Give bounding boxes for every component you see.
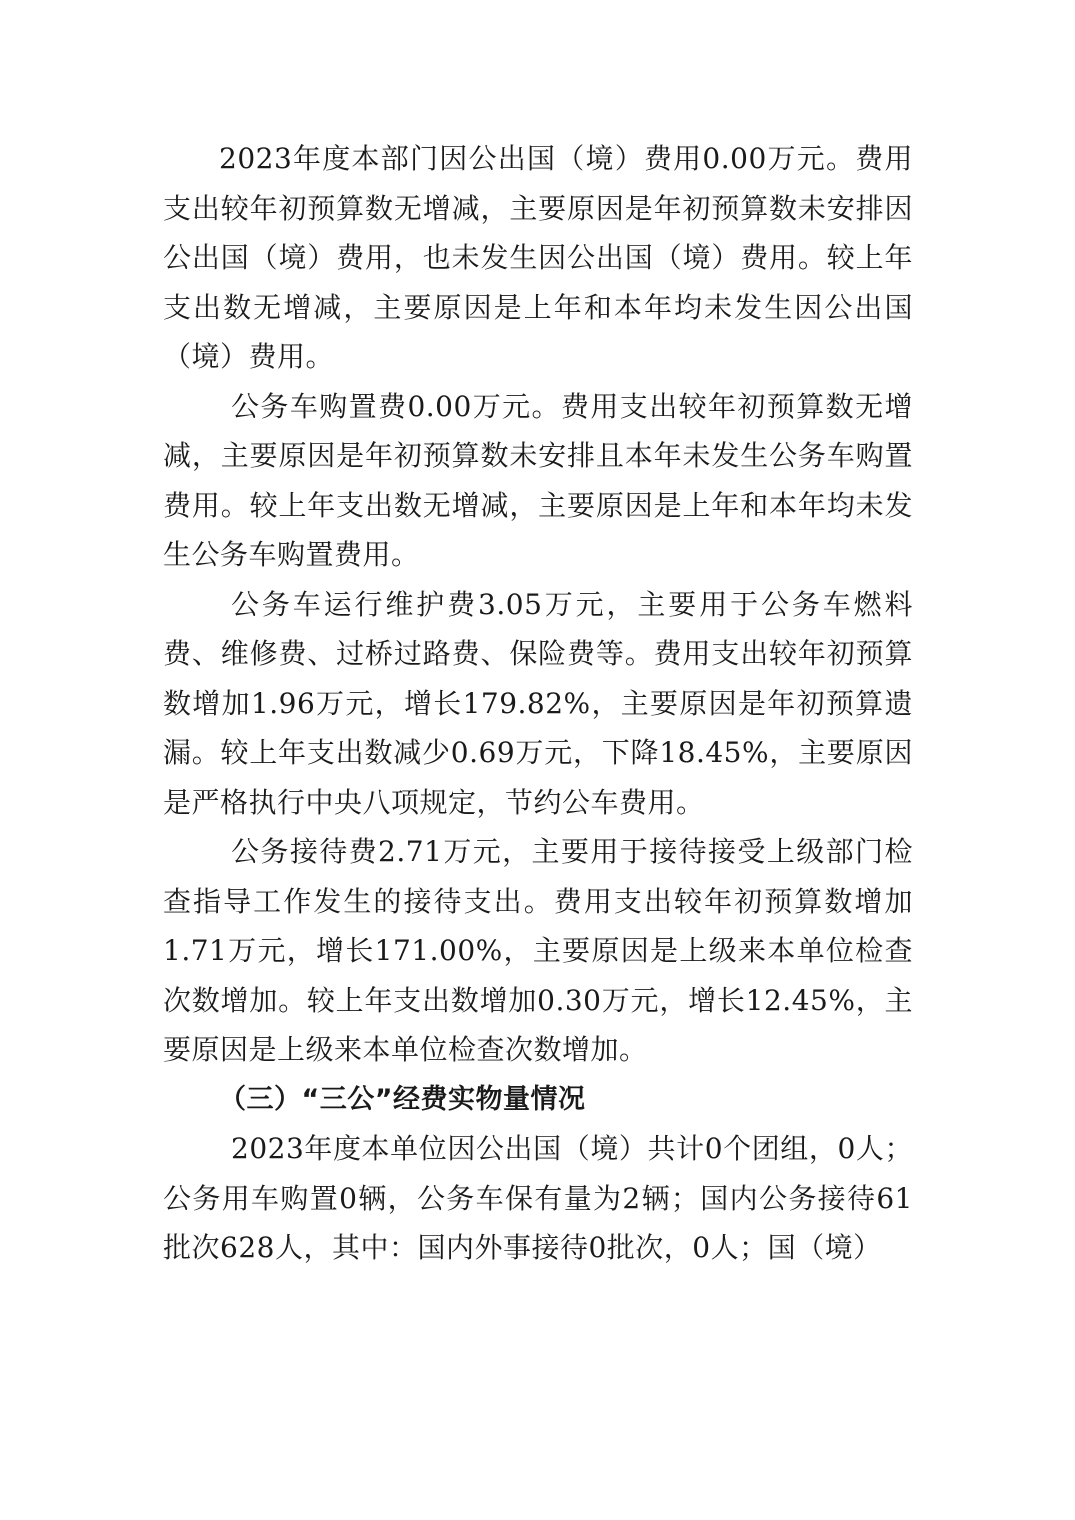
section-heading: （三）“三公”经费实物量情况 [219, 1083, 586, 1115]
paragraph-physical-quantity: 2023年度本单位因公出国（境）共计0个团组，0人；公务用车购置0辆，公务车保有量为2辆；国内公务接待61批次628人，其中：国内外事接待0批次，0人；国（境） [163, 1132, 913, 1264]
paragraph-vehicle-purchase-expense: 公务车购置费0.00万元。费用支出较年初预算数无增减，主要原因是年初预算数未安排且本年未发生公务车购置费用。较上年支出数无增减，主要原因是上年和本年均未发生公务车购置费用。 [163, 389, 913, 571]
paragraph-overseas-travel-expense: 2023年度本部门因公出国（境）费用0.00万元。费用支出较年初预算数无增减，主要原因是年初预算数未安排因公出国（境）费用，也未发生因公出国（境）费用。较上年支出数无增减，主要原因是上年和本年均未发生因公出国（境）费用。 [163, 142, 913, 373]
paragraph-vehicle-maintenance-expense: 公务车运行维护费3.05万元，主要用于公务车燃料费、维修费、过桥过路费、保险费等。费用支出较年初预算数增加1.96万元，增长179.82%，主要原因是年初预算遗漏。较上年支出数减少0.69万元，下降18.45%，主要原因是严格执行中央八项规定，节约公车费用。 [163, 587, 913, 819]
document-page [163, 134, 913, 1273]
paragraph-official-reception-expense: 公务接待费2.71万元，主要用于接待接受上级部门检查指导工作发生的接待支出。费用支出较年初预算数增加1.71万元，增长171.00%，主要原因是上级来本单位检查次数增加。较上年支出数增加0.30万元，增长12.45%，主要原因是上级来本单位检查次数增加。 [163, 835, 913, 1066]
